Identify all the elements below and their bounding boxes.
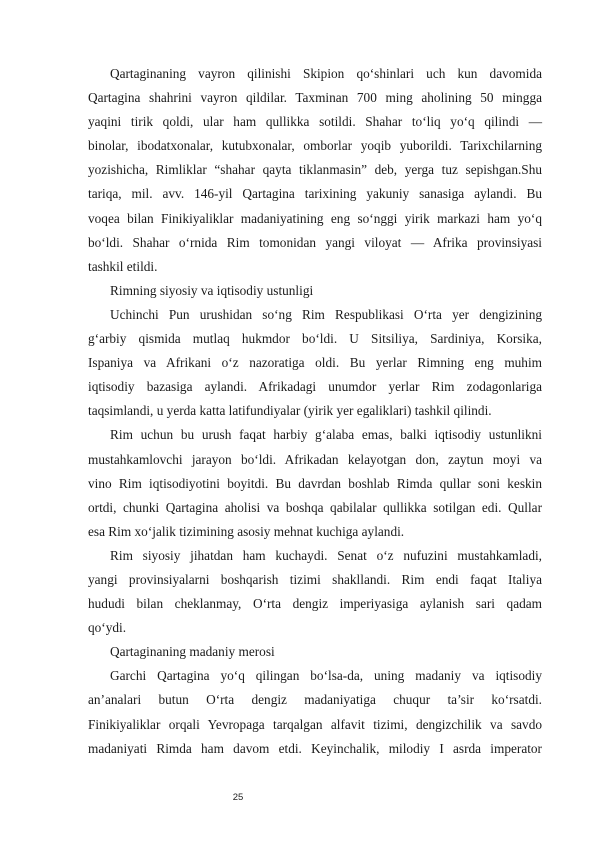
text-line: yangi provinsiyalarni boshqarish tizimi shakllandi. Rim endi faqat Italiya [88, 571, 542, 587]
text-line: yozishicha, Rimliklar “shahar qayta tiklanmasin” deb, yerga tuz sepishgan.Shu [88, 162, 542, 178]
text-line: binolar, ibodatxonalar, kutubxonalar, omborlar yoqib yuborildi. Tarixchilarning [88, 138, 542, 154]
text-line: bo‘ldi. Shahar o‘rnida Rim tomonidan yangi viloyat — Afrika provinsiyasi [88, 234, 542, 250]
text-line: hududi bilan cheklanmay, O‘rta dengiz imperiyasiga aylanish sari qadam [88, 596, 542, 612]
text-line: yaqini tirik qoldi, ular ham qullikka sotildi. Shahar to‘liq yo‘q qilindi — [88, 114, 542, 130]
text-line: madaniyati Rimda ham davom etdi. Keyinchalik, milodiy I asrda imperator [88, 740, 542, 756]
text-line: tariqa, mil. avv. 146-yil Qartagina tarixining yakuniy sanasiga aylandi. Bu [88, 186, 542, 202]
text-line: g‘arbiy qismida mutlaq hukmdor bo‘ldi. U Sitsiliya, Sardiniya, Korsika, [88, 331, 542, 347]
text-line: taqsimlandi, u yerda katta latifundiyalar (yirik yer egaliklari) tashkil qilindi. [88, 403, 492, 419]
section-heading: Rimning siyosiy va iqtisodiy ustunligi [110, 282, 314, 298]
text-line: voqea bilan Finikiyaliklar madaniyatining eng so‘nggi yirik markazi ham yo‘q [88, 210, 542, 226]
text-line: qo‘ydi. [88, 620, 127, 636]
text-line: Garchi Qartagina yo‘q qilingan bo‘lsa-da, uning madaniy va iqtisodiy [110, 668, 542, 684]
text-line: Rim uchun bu urush faqat harbiy g‘alaba emas, balki iqtisodiy ustunlikni [110, 427, 542, 443]
section-heading: Qartaginaning madaniy merosi [110, 644, 275, 660]
text-line: Qartaginaning vayron qilinishi Skipion qo‘shinlari uch kun davomida [110, 66, 542, 81]
text-line: iqtisodiy bazasiga aylandi. Afrikadagi unumdor yerlar Rim zodagonlariga [88, 379, 542, 395]
text-line: tashkil etildi. [88, 258, 158, 274]
text-line: Qartagina shahrini vayron qildilar. Taxminan 700 ming aholining 50 mingga [88, 90, 542, 106]
text-line: Finikiyaliklar orqali Yevropaga tarqalgan alfavit tizimi, dengizchilik va savdo [88, 716, 542, 732]
page-number: 25 [232, 792, 244, 803]
text-line: an’analari butun O‘rta dengiz madaniyatiga chuqur ta’sir ko‘rsatdi. [88, 692, 542, 708]
text-line: Rim siyosiy jihatdan ham kuchaydi. Senat o‘z nufuzini mustahkamladi, [110, 547, 542, 563]
text-line: ortdi, chunki Qartagina aholisi va boshqa qabilalar qullikka sotilgan edi. Qullar [88, 499, 542, 515]
text-line: Uchinchi Pun urushidan so‘ng Rim Respublikasi O‘rta yer dengizining [110, 306, 542, 322]
text-line: vino Rim iqtisodiyotini boyitdi. Bu davrdan boshlab Rimda qullar soni keskin [88, 475, 542, 491]
body-text [88, 62, 542, 761]
text-line: esa Rim xo‘jalik tizimining asosiy mehnat kuchiga aylandi. [88, 523, 405, 539]
text-line: Ispaniya va Afrikani o‘z nazoratiga oldi. Bu yerlar Rimning eng muhim [88, 355, 542, 371]
text-line: mustahkamlovchi jarayon bo‘ldi. Afrikadan kelayotgan don, zaytun moyi va [88, 451, 542, 467]
